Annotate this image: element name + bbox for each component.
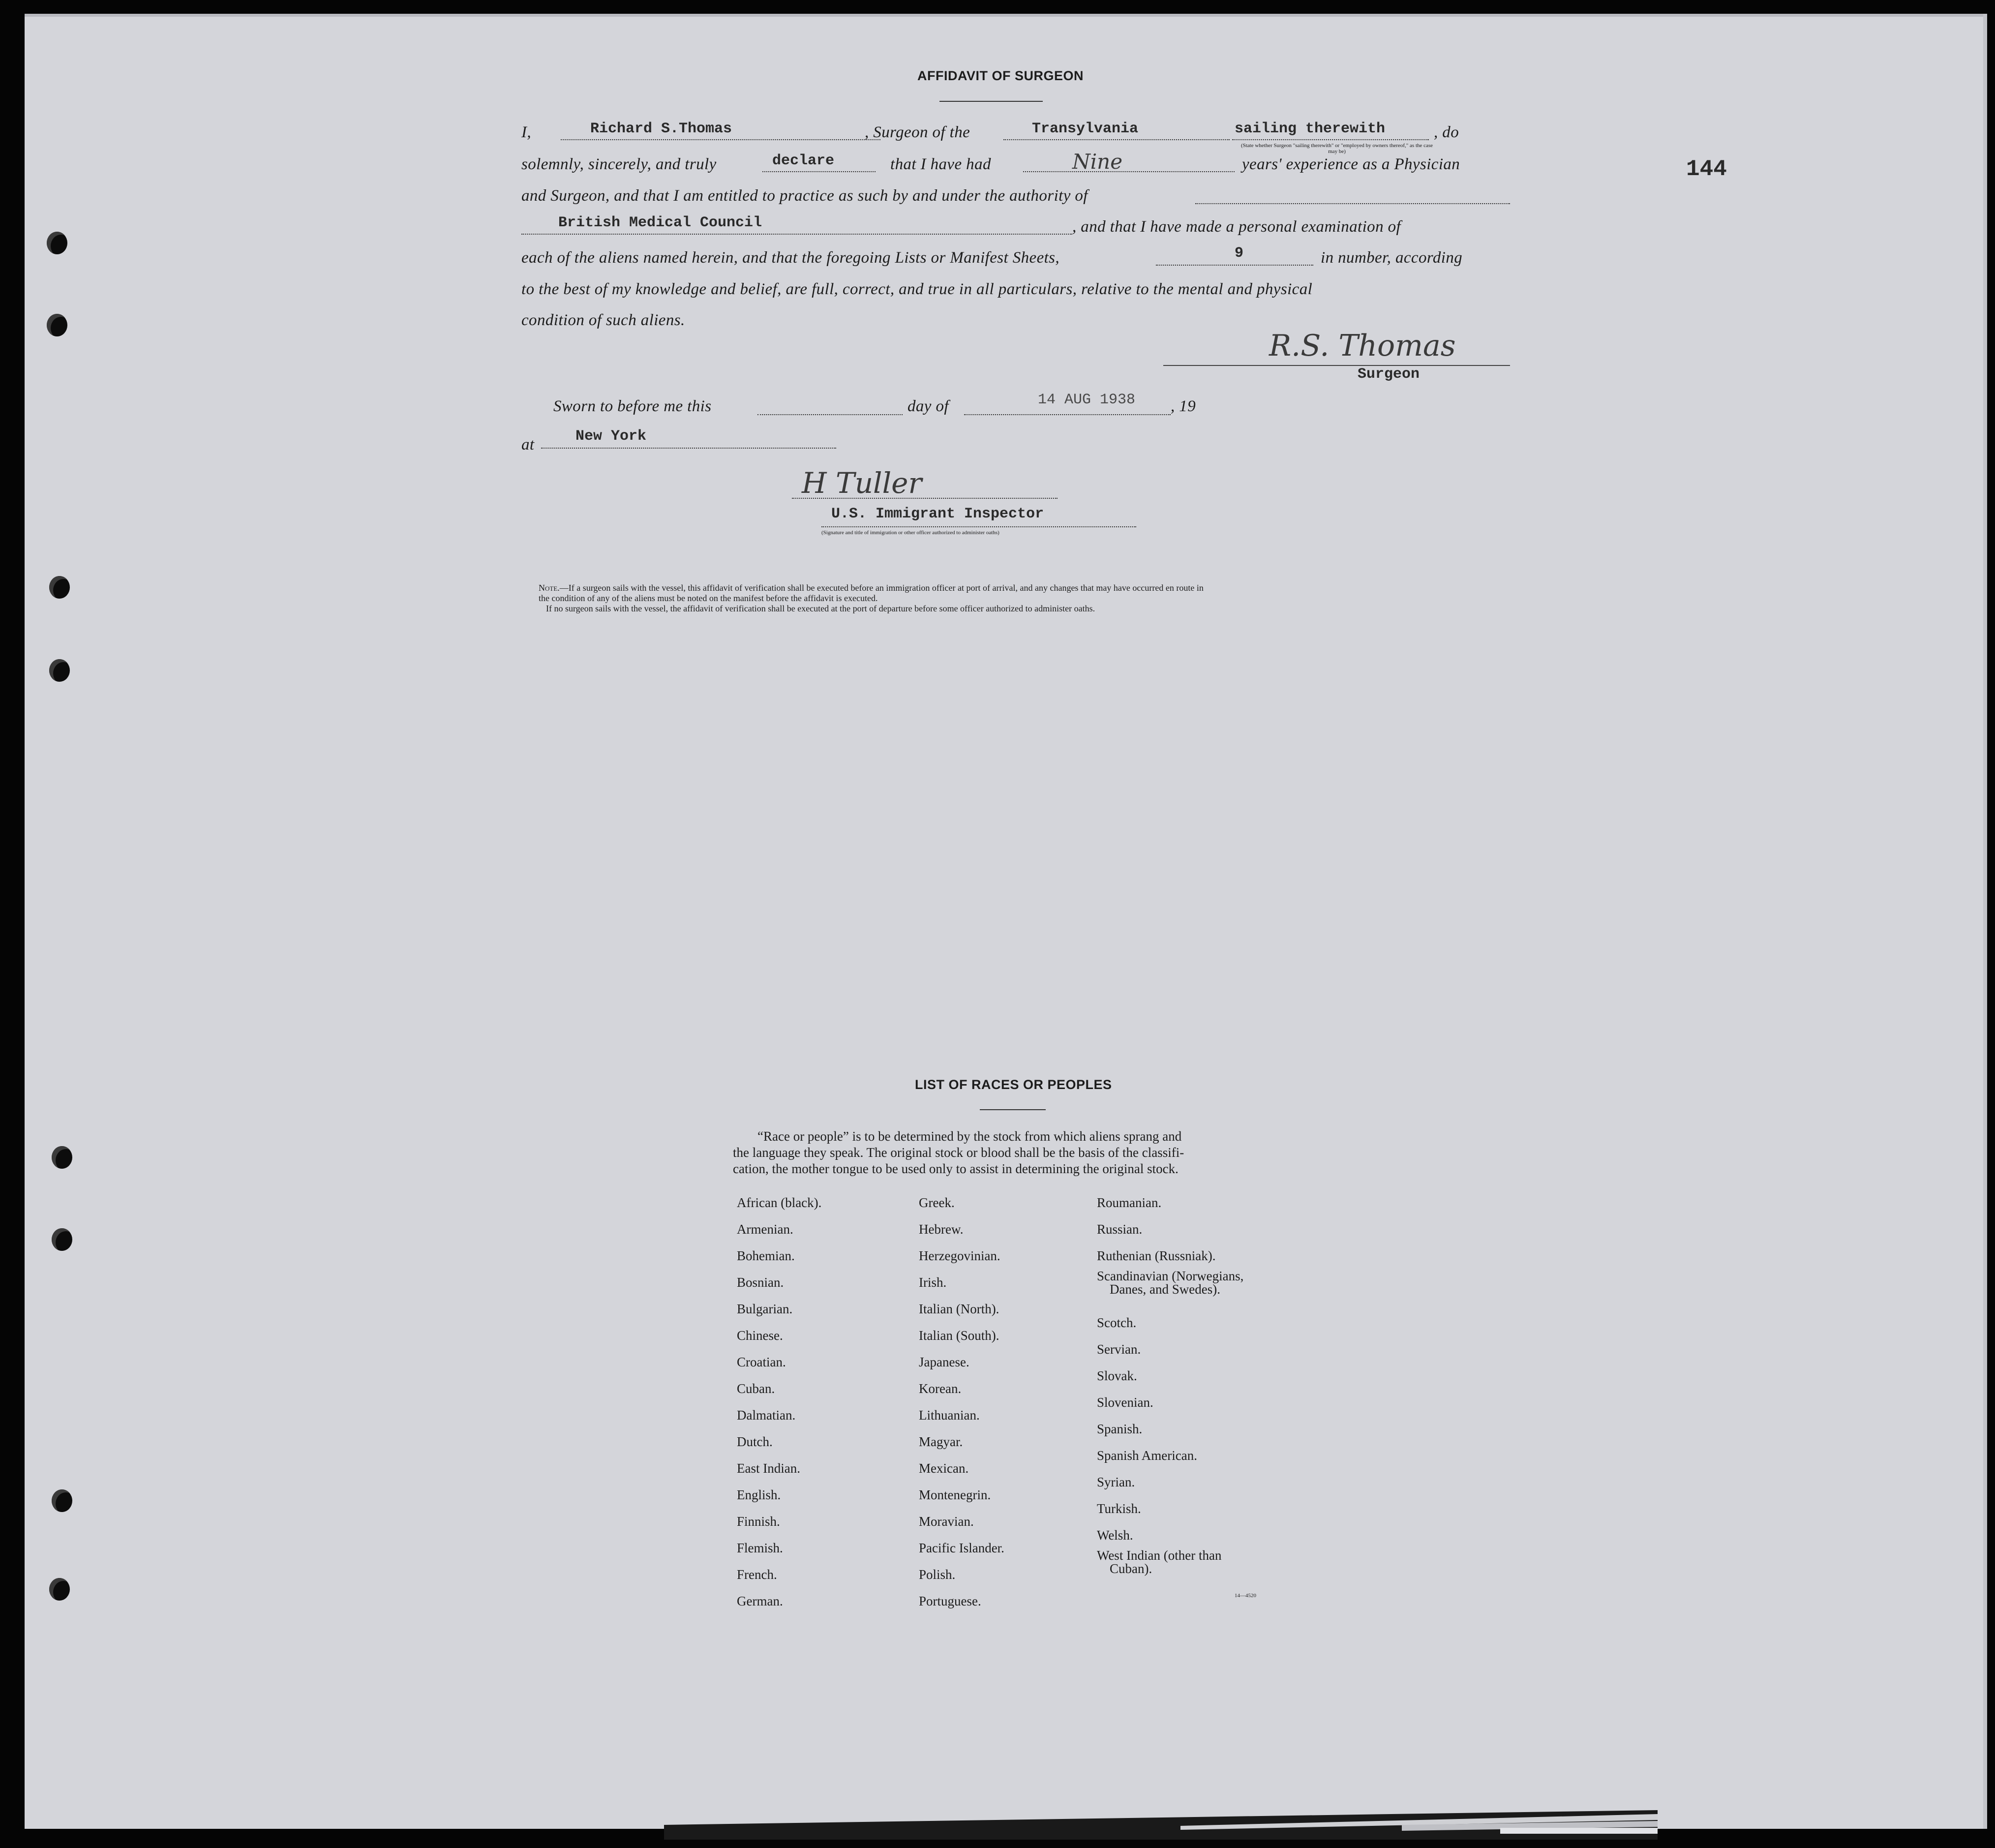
- years-handwritten: Nine: [1072, 150, 1123, 174]
- fill-line: [541, 448, 836, 449]
- ship-name: Transylvania: [1032, 121, 1139, 137]
- race-item: Lithuanian.: [919, 1408, 980, 1423]
- punch-hole: [52, 1228, 72, 1251]
- sworn-text2: day of: [907, 397, 949, 415]
- race-item: Armenian.: [737, 1222, 793, 1237]
- sheet-count: 9: [1235, 245, 1244, 262]
- race-item: Roumanian.: [1097, 1195, 1162, 1210]
- race-item: Slovak.: [1097, 1368, 1137, 1383]
- race-item: Danes, and Swedes).: [1110, 1282, 1220, 1297]
- fill-line: [762, 171, 876, 172]
- races-column-1: [737, 1189, 821, 1614]
- race-item: Turkish.: [1097, 1501, 1141, 1516]
- race-item: Servian.: [1097, 1342, 1141, 1357]
- fill-line: [792, 498, 1058, 499]
- line7-text: condition of such aliens.: [521, 311, 685, 329]
- race-item: Scotch.: [1097, 1315, 1137, 1330]
- affidavit-title: AFFIDAVIT OF SURGEON: [917, 68, 1084, 83]
- race-item: Portuguese.: [919, 1594, 981, 1608]
- race-item: Welsh.: [1097, 1528, 1133, 1543]
- inspector-signature: H Tuller: [802, 466, 922, 500]
- line5-text1: each of the aliens named herein, and that the foregoing Lists or Manifest Sheets,: [521, 249, 1060, 267]
- races-intro-line: cation, the mother tongue to be used only to assist in determining the original stock.: [733, 1161, 1179, 1176]
- do-text: , do: [1434, 123, 1459, 141]
- line2-text3: years' experience as a Physician: [1242, 155, 1460, 173]
- place-name: New York: [575, 428, 647, 445]
- inspector-title: U.S. Immigrant Inspector: [831, 506, 1044, 522]
- fill-line: [1232, 139, 1429, 140]
- race-item: Finnish.: [737, 1514, 780, 1529]
- surgeon-of-the-text: , Surgeon of the: [865, 123, 970, 141]
- race-item: Ruthenian (Russniak).: [1097, 1248, 1216, 1263]
- races-intro-line: “Race or people” is to be determined by the stock from which aliens sprang and: [757, 1129, 1182, 1144]
- race-item: Montenegrin.: [919, 1487, 991, 1502]
- punch-hole: [49, 576, 70, 599]
- punch-hole: [49, 659, 70, 682]
- surgeon-label: Surgeon: [1358, 366, 1420, 383]
- race-item: Cuban).: [1110, 1561, 1152, 1576]
- race-item: Pacific Islander.: [919, 1541, 1004, 1555]
- race-item: Flemish.: [737, 1541, 783, 1555]
- race-item: African (black).: [737, 1195, 822, 1210]
- fill-line: [757, 414, 903, 415]
- inspector-caption: (Signature and title of immigration or other officer authorized to administer oaths): [821, 530, 999, 536]
- race-item: Hebrew.: [919, 1222, 964, 1237]
- fill-line: [521, 234, 1072, 235]
- note-label: Note.: [539, 583, 560, 593]
- race-item: East Indian.: [737, 1461, 800, 1476]
- race-item: German.: [737, 1594, 783, 1608]
- race-item: Polish.: [919, 1567, 956, 1582]
- race-item: Italian (South).: [919, 1328, 999, 1343]
- race-item: English.: [737, 1487, 781, 1502]
- race-item: Bosnian.: [737, 1275, 784, 1290]
- fill-line: [1023, 171, 1235, 172]
- punch-hole: [52, 1489, 72, 1512]
- signature-line: [1163, 365, 1510, 366]
- surgeon-status: sailing therewith: [1235, 121, 1386, 137]
- race-item: Dalmatian.: [737, 1408, 796, 1423]
- race-item: French.: [737, 1567, 777, 1582]
- punch-hole: [47, 314, 67, 336]
- fill-line: [1195, 203, 1510, 204]
- sworn-text1: Sworn to before me this: [553, 397, 712, 415]
- race-item: Irish.: [919, 1275, 947, 1290]
- note-line1: [539, 583, 1204, 593]
- line6-text: to the best of my knowledge and belief, are full, correct, and true in all particulars, relative to the mental and physical: [521, 280, 1313, 298]
- race-item: West Indian (other than: [1097, 1548, 1222, 1563]
- surgeon-signature: R.S. Thomas: [1269, 329, 1456, 363]
- race-item: Chinese.: [737, 1328, 783, 1343]
- race-item: Dutch.: [737, 1434, 773, 1449]
- race-item: Korean.: [919, 1381, 962, 1396]
- line3-text: and Surgeon, and that I am entitled to practice as such by and under the authority of: [521, 187, 1088, 205]
- form-code: 14—4520: [1235, 1593, 1256, 1599]
- fill-line: [1003, 139, 1230, 140]
- line5-text2: in number, according: [1321, 249, 1463, 267]
- races-column-3: [1097, 1189, 1243, 1589]
- line2-text2: that I have had: [890, 155, 991, 173]
- races-intro: [733, 1128, 1184, 1177]
- surgeon-name: Richard S.Thomas: [590, 121, 732, 137]
- state-note: (State whether Surgeon "sailing therewith" or "employed by owners thereof," as the case may be): [1240, 143, 1433, 154]
- affidavit-i: I,: [521, 123, 532, 141]
- race-item: Croatian.: [737, 1355, 786, 1369]
- title-underline: [939, 101, 1043, 102]
- races-title-underline: [980, 1109, 1046, 1110]
- race-item: Moravian.: [919, 1514, 974, 1529]
- punch-hole: [49, 1578, 70, 1601]
- race-item: Slovenian.: [1097, 1395, 1153, 1410]
- punch-hole: [47, 232, 67, 254]
- race-item: Herzegovinian.: [919, 1248, 1000, 1263]
- race-item: Mexican.: [919, 1461, 969, 1476]
- under-sheets: [664, 1810, 1658, 1840]
- document-page: [25, 14, 1987, 1829]
- note-text3: If no surgeon sails with the vessel, the affidavit of verification shall be executed at the port of departure before some officer authorized to administer oaths.: [546, 604, 1095, 613]
- race-item: Spanish.: [1097, 1422, 1143, 1436]
- fill-line: [821, 526, 1136, 527]
- race-item: Italian (North).: [919, 1302, 999, 1316]
- punch-hole: [52, 1146, 72, 1169]
- race-item: Spanish American.: [1097, 1448, 1197, 1463]
- sworn-year: , 19: [1171, 397, 1196, 415]
- race-item: Scandinavian (Norwegians,: [1097, 1269, 1244, 1283]
- date-stamp: 14 AUG 1938: [1038, 392, 1136, 408]
- races-column-2: [919, 1189, 1004, 1614]
- race-item: Bohemian.: [737, 1248, 795, 1263]
- races-title: LIST OF RACES OR PEOPLES: [915, 1077, 1112, 1092]
- line4-text: , and that I have made a personal examination of: [1072, 218, 1401, 236]
- race-item: Bulgarian.: [737, 1302, 793, 1316]
- race-item: Syrian.: [1097, 1475, 1135, 1489]
- page-top-edge: [25, 14, 1987, 17]
- page-right-edge: [1983, 14, 1987, 1829]
- race-item: Magyar.: [919, 1434, 963, 1449]
- race-item: Russian.: [1097, 1222, 1143, 1237]
- race-item: Cuban.: [737, 1381, 775, 1396]
- note-text2: the condition of any of the aliens must be noted on the manifest before the affidavit is executed.: [539, 593, 878, 603]
- race-item: Greek.: [919, 1195, 955, 1210]
- fill-line: [1156, 265, 1313, 266]
- races-intro-line: the language they speak. The original stock or blood shall be the basis of the classifi-: [733, 1145, 1184, 1160]
- page-number: 144: [1686, 156, 1727, 182]
- fill-line: [561, 139, 880, 140]
- at-label: at: [521, 436, 535, 454]
- fill-line: [964, 414, 1171, 415]
- declare-word: declare: [772, 152, 835, 169]
- authority-name: British Medical Council: [558, 214, 762, 231]
- race-item: Japanese.: [919, 1355, 969, 1369]
- note-text1: —If a surgeon sails with the vessel, this affidavit of verification shall be executed before an immigration officer at port of arrival, and any changes that may have occurred en route in: [559, 583, 1204, 593]
- line2-text1: solemnly, sincerely, and truly: [521, 155, 717, 173]
